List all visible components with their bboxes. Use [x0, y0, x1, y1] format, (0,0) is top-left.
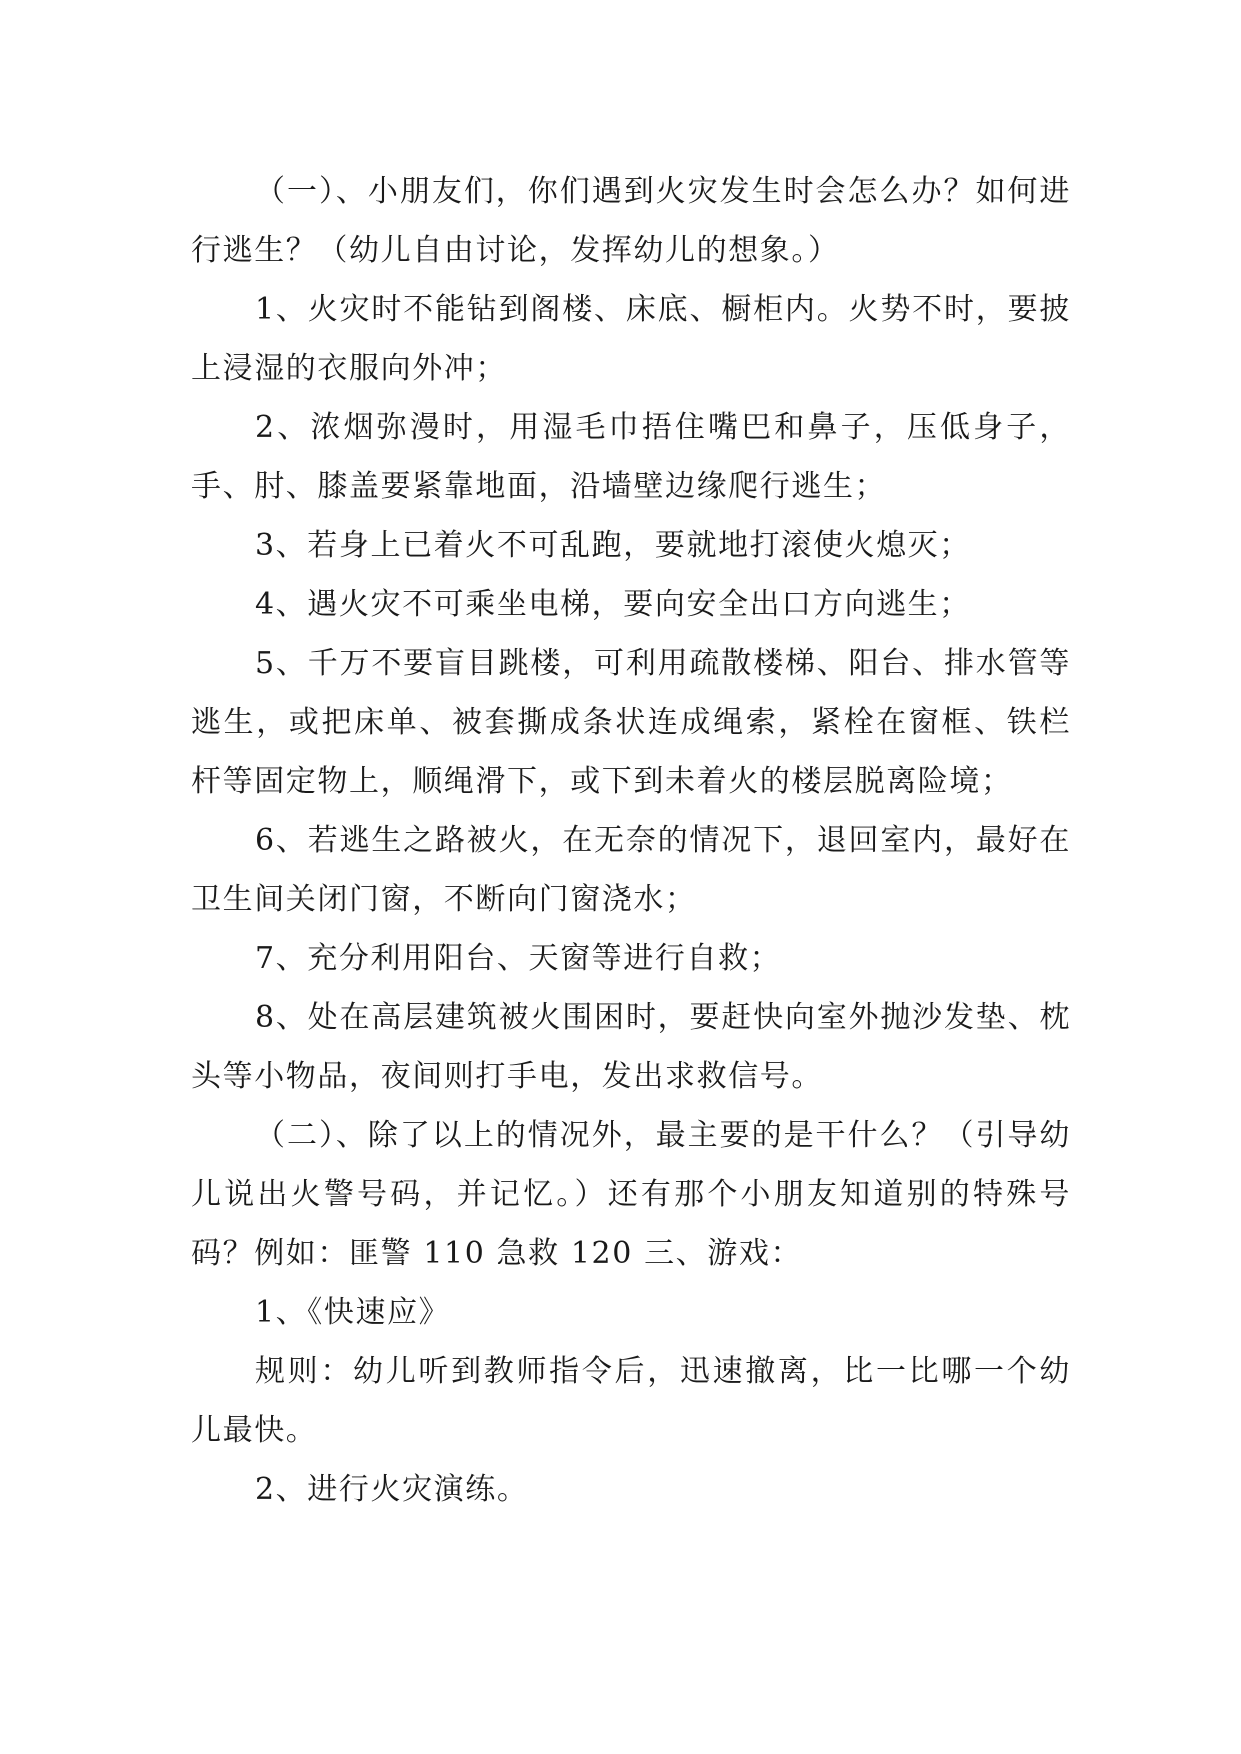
document-body — [191, 162, 1071, 1519]
paragraph-game-rules: 规则：幼儿听到教师指令后，迅速撤离，比一比哪一个幼儿最快。 — [191, 1354, 1071, 1448]
paragraph-tip-1: 1、火灾时不能钻到阁楼、床底、橱柜内。火势不时，要披上浸湿的衣服向外冲； — [191, 292, 1071, 386]
paragraph-tip-2: 2、浓烟弥漫时，用湿毛巾捂住嘴巴和鼻子，压低身子，手、肘、膝盖要紧靠地面，沿墙壁边缘爬行逃生； — [191, 410, 1071, 504]
paragraph-emergency-numbers: （二）、除了以上的情况外，最主要的是干什么？（引导幼儿说出火警号码，并记忆。）还有那个小朋友知道别的特殊号码？例如：匪警 110 急救 120 三、游戏： — [191, 1118, 1071, 1271]
paragraph-game-2-drill: 2、进行火灾演练。 — [255, 1472, 529, 1507]
paragraph-tip-3: 3、若身上已着火不可乱跑，要就地打滚使火熄灭； — [255, 528, 971, 563]
paragraph-game-1-title: 1、《快速应》 — [255, 1295, 451, 1330]
paragraph-tip-7: 7、充分利用阳台、天窗等进行自救； — [255, 941, 782, 976]
paragraph-discussion-intro: （一）、小朋友们，你们遇到火灾发生时会怎么办？如何进行逃生？（幼儿自由讨论，发挥幼儿的想象。） — [191, 174, 1071, 268]
paragraph-tip-8: 8、处在高层建筑被火围困时，要赶快向室外抛沙发垫、枕头等小物品，夜间则打手电，发出求救信号。 — [191, 1000, 1071, 1094]
paragraph-tip-5: 5、千万不要盲目跳楼，可利用疏散楼梯、阳台、排水管等逃生，或把床单、被套撕成条状连成绳索，紧栓在窗框、铁栏杆等固定物上，顺绳滑下，或下到未着火的楼层脱离险境； — [191, 646, 1071, 799]
paragraph-tip-4: 4、遇火灾不可乘坐电梯，要向安全出口方向逃生； — [255, 587, 971, 622]
paragraph-tip-6: 6、若逃生之路被火，在无奈的情况下，退回室内，最好在卫生间关闭门窗，不断向门窗浇水； — [191, 823, 1071, 917]
